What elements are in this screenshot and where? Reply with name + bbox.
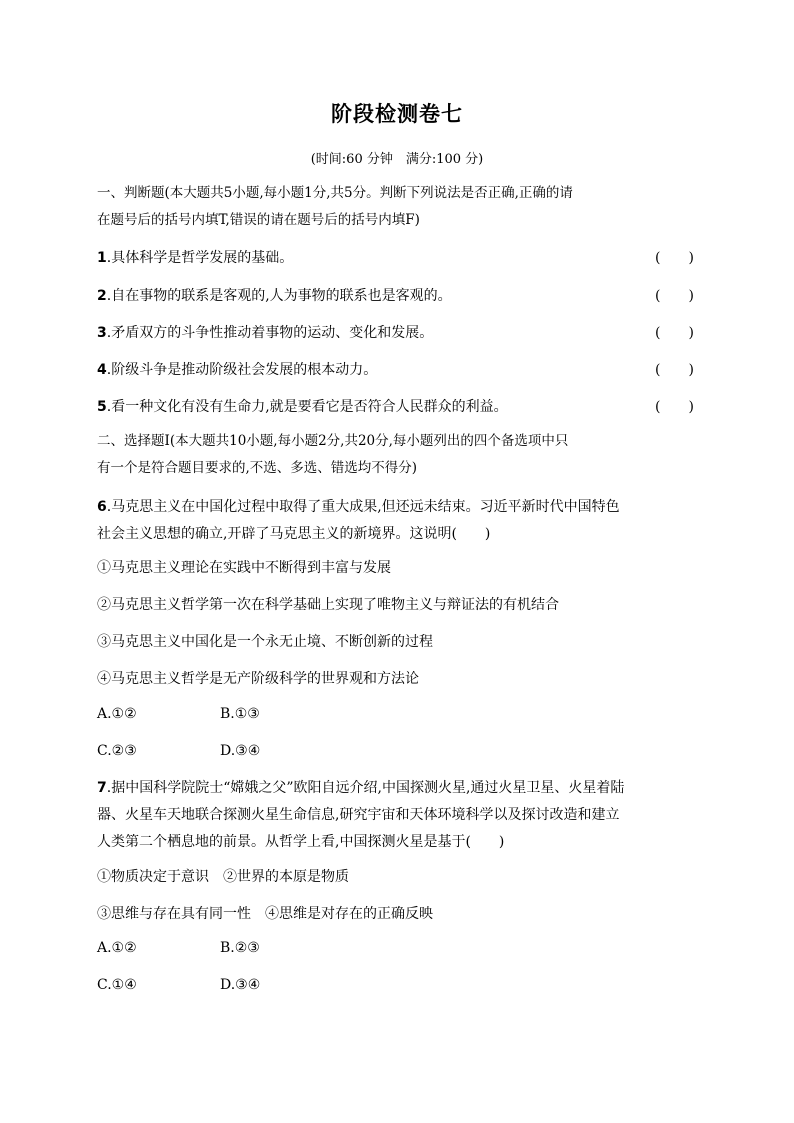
option-d: D.③④ [220,743,261,759]
question-6-item: ②马克思主义哲学第一次在科学基础上实现了唯物主义与辩证法的有机结合 [97,597,559,613]
option-a: A.①② [97,940,137,956]
question-number: 2 [97,288,107,304]
option-d: D.③④ [220,977,261,993]
judge-question [97,247,293,267]
question-7-line3: 人类第二个栖息地的前景。从哲学上看,中国探测火星是基于( ) [97,834,505,850]
section2-heading [97,428,568,482]
option-c: C.②③ [97,743,137,759]
page-title: 阶段检测卷七 [331,102,463,126]
answer-blank: ( ) [655,250,694,266]
answer-blank: ( ) [655,325,694,341]
section2-line1: 二、选择题Ⅰ(本大题共10小题,每小题2分,共20分,每小题列出的四个备选项中只 [97,433,569,449]
section1-heading [97,180,573,234]
question-6-line1: .马克思主义在中国化过程中取得了重大成果,但还远未结束。习近平新时代中国特色 [106,499,620,515]
question-number: 1 [97,250,107,266]
judge-question [97,396,508,416]
question-6-item: ④马克思主义哲学是无产阶级科学的世界观和方法论 [97,671,419,687]
question-6-stem [97,494,620,548]
question-7-item: ①物质决定于意识 ②世界的本原是物质 [97,869,349,885]
question-7-stem [97,775,624,856]
question-7-item: ③思维与存在具有同一性 ④思维是对存在的正确反映 [97,906,433,922]
question-6-item: ③马克思主义中国化是一个永无止境、不断创新的过程 [97,634,433,650]
exam-info: (时间:60 分钟 满分:100 分) [310,152,484,167]
option-c: C.①④ [97,977,137,993]
option-b: B.①③ [220,706,260,722]
answer-blank: ( ) [655,288,694,304]
question-text: .阶级斗争是推动阶级社会发展的根本动力。 [106,362,378,378]
question-text: .具体科学是哲学发展的基础。 [106,250,294,266]
question-number: 4 [97,362,107,378]
judge-question [97,359,377,379]
question-6-item: ①马克思主义理论在实践中不断得到丰富与发展 [97,560,391,576]
question-text: .看一种文化有没有生命力,就是要看它是否符合人民群众的利益。 [106,399,508,415]
question-text: .自在事物的联系是客观的,人为事物的联系也是客观的。 [106,288,452,304]
section1-line2: 在题号后的括号内填T,错误的请在题号后的括号内填F) [97,212,420,228]
answer-blank: ( ) [655,399,694,415]
question-7-line1: .据中国科学院院士“嫦娥之父”欧阳自远介绍,中国探测火星,通过火星卫星、火星着陆 [106,780,625,796]
question-6-line2: 社会主义思想的确立,开辟了马克思主义的新境界。这说明( ) [97,526,491,542]
question-number: 3 [97,325,107,341]
question-number: 6 [97,499,107,515]
section1-line1: 一、判断题(本大题共5小题,每小题1分,共5分。判断下列说法是否正确,正确的请 [97,185,573,201]
question-text: .矛盾双方的斗争性推动着事物的运动、变化和发展。 [106,325,434,341]
question-7-line2: 器、火星车天地联合探测火星生命信息,研究宇宙和天体环境科学以及探讨改造和建立 [97,807,620,823]
answer-blank: ( ) [655,362,694,378]
option-a: A.①② [97,706,137,722]
section2-line2: 有一个是符合题目要求的,不选、多选、错选均不得分) [97,460,418,476]
question-number: 5 [97,399,107,415]
option-b: B.②③ [220,940,260,956]
judge-question [97,322,433,342]
question-number: 7 [97,780,107,796]
judge-question [97,285,452,305]
